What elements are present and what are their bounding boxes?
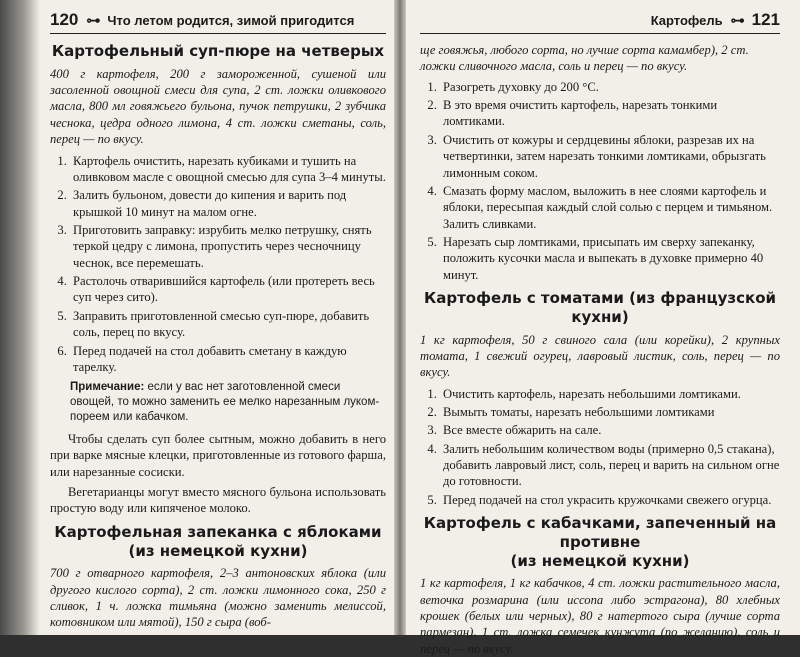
recipe-note [70, 380, 386, 425]
recipe-title [420, 514, 780, 570]
paragraph: Вегетарианцы могут вместо мясного бульона использовать простую воду или кипяченое молоко. [50, 485, 386, 516]
book-gutter [394, 0, 406, 635]
recipe-steps [50, 153, 386, 376]
recipe-step: 3. Приготовить заправку: изрубить мелко петрушку, снять теркой цедру с лимона, пропустить через чесночницу чеснок, все перемешать. [70, 222, 386, 271]
recipe-title [50, 523, 386, 561]
recipe-title-text: Картофельная запеканка с яблоками [54, 522, 382, 541]
ingredients-continuation: ще говяжья, любого сорта, но лучше сорта камамбер), 2 ст. ложки сливочного масла, соль и перец — по вкусу. [420, 43, 749, 74]
book-edge-shadow [0, 0, 40, 635]
recipe-ingredients: 1 кг картофеля, 1 кг кабачков, 4 ст. ложки растительного масла, веточка розмарина (или иссопа либо эстрагона), 80 хлебных крошек (белых или черных), 80 г натертого сыра (лучше сорта пармезан), 1 ст. ложка семечек кунжута (по желанию), соль и перец — по вкусу. [420, 576, 780, 656]
recipe-step: 4. Смазать форму маслом, выложить в нее слоями картофель и яблоки, пересыпая каждый слой солью с перцем и тимьяном. Залить сливками. [440, 183, 780, 232]
recipe-title-text: Картофель с кабачками, запеченный на противне [423, 514, 777, 551]
recipe-step: 2. Вымыть томаты, нарезать небольшими ломтиками [440, 404, 780, 420]
note-text: если у вас нет заготовленной смеси овощей, то можно заменить ее мелко нарезанным луком-пореем или кабачком. [70, 381, 380, 424]
recipe-step: 4. Растолочь отварившийся картофель (или протереть весь суп через сито). [70, 273, 386, 306]
recipe-step: 1. Очистить картофель, нарезать небольшими ломтиками. [440, 386, 780, 402]
recipe-title: Картофельный суп-пюре на четверых [51, 42, 385, 60]
recipe-steps [420, 386, 780, 509]
recipe-subtitle: (из немецкой кухни) [128, 541, 308, 560]
recipe-step: 1. Разогреть духовку до 200 °C. [440, 79, 780, 95]
key-icon: ⊶ [730, 11, 744, 28]
right-running-header [420, 10, 780, 34]
recipe-step: 2. В это время очистить картофель, нарезать тонкими ломтиками. [440, 97, 780, 130]
recipe-step: 1. Картофель очистить, нарезать кубиками и тушить на оливковом масле с овощной смесью для супа 3–4 минуты. [70, 153, 386, 186]
recipe-step: 3. Очистить от кожуры и сердцевины яблоки, разрезав их на четвертинки, затем нарезать тонкими ломтиками, обрызгать лимонным соком. [440, 132, 780, 181]
right-page [402, 0, 800, 656]
recipe-step: 5. Перед подачей на стол украсить кружочками свежего огурца. [440, 492, 780, 508]
recipe-steps [420, 79, 780, 283]
paragraph: Чтобы сделать суп более сытным, можно добавить в него при варке мясные клецки, приготовленные из готового фарша, или нарезанные сосиски. [50, 432, 386, 479]
left-running-header [50, 10, 386, 34]
recipe-step: 4. Залить небольшим количеством воды (примерно 0,5 стакана), добавить лавровый лист, соль, перец и варить на сильном огне до готовности. [440, 441, 780, 490]
recipe-step: 3. Все вместе обжарить на сале. [440, 422, 780, 438]
recipe-subtitle: (из немецкой кухни) [510, 551, 690, 570]
note-label: Примечание: [70, 381, 145, 394]
recipe-ingredients: 700 г отварного картофеля, 2–3 антоновских яблока (или другого кислого сорта), 2 ст. ложки лимонного сока, 250 г сливок, 1 ч. ложка тимьяна (можно заменить мелиссой, котовником или мятой), 150 г сыра (воб- [50, 566, 386, 630]
recipe-step: 2. Залить бульоном, довести до кипения и варить под крышкой 10 минут на малом огне. [70, 187, 386, 220]
recipe-ingredients: 1 кг картофеля, 50 г свиного сала (или корейки), 2 крупных томата, 1 свежий огурец, лавровый листик, соль, перец — по вкусу. [420, 332, 780, 380]
recipe-step: 5. Нарезать сыр ломтиками, присыпать им сверху запеканку, положить кусочки масла и выпекать в духовке примерно 40 минут. [440, 234, 780, 283]
page-number: 120 [50, 10, 79, 29]
key-icon: ⊶ [86, 11, 100, 28]
page-number: 121 [751, 10, 780, 29]
recipe-step: 5. Заправить приготовленной смесью суп-пюре, добавить соль, перец по вкусу. [70, 308, 386, 341]
recipe-ingredients: 400 г картофеля, 200 г замороженной, сушеной или засоленной овощной смеси для супа, 2 ст. ложки оливкового масла, 800 мл говяжьего бульона, пучок петрушки, 2 зубчика чеснока, цедра одного лимона, 4 ст. ложки сметаны, соль, перец — по вкусу. [50, 66, 386, 147]
running-title: Что летом родится, зимой пригодится [107, 12, 355, 28]
recipe-title: Картофель с томатами (из французской кухни) [423, 289, 777, 326]
left-page [0, 0, 398, 635]
running-title: Картофель [650, 12, 723, 28]
recipe-step: 6. Перед подачей на стол добавить сметану в каждую тарелку. [70, 343, 386, 376]
